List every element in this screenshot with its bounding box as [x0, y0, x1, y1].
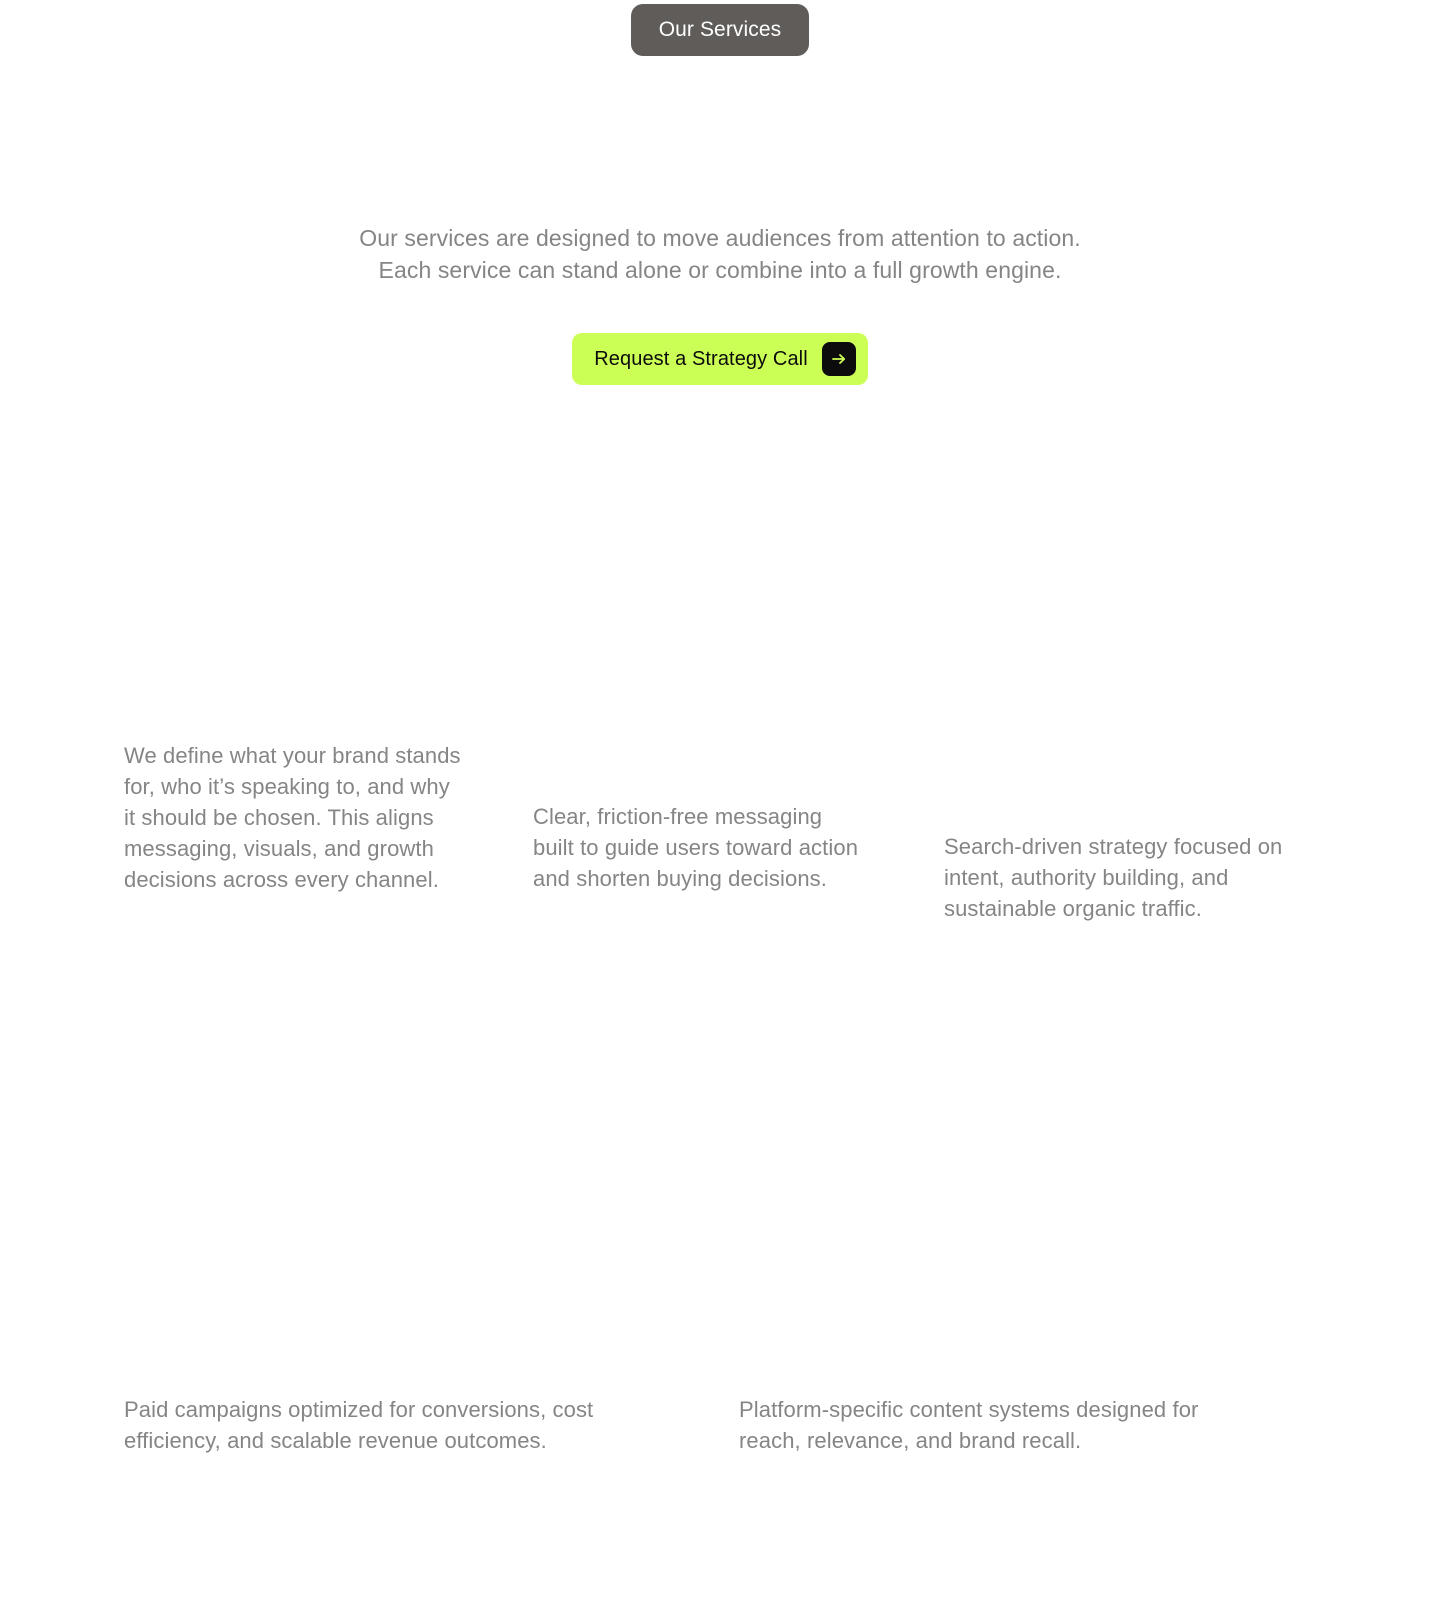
service-description: Paid campaigns optimized for conversions, cost efficiency, and scalable revenue outcomes. — [124, 1397, 594, 1453]
service-card-messaging[interactable] — [533, 801, 863, 894]
service-card-paid-media[interactable] — [124, 1394, 644, 1456]
service-description: Platform-specific content systems designed for reach, relevance, and brand recall. — [739, 1397, 1199, 1453]
service-card-brand[interactable] — [124, 740, 464, 895]
section-pill-our-services[interactable]: Our Services — [631, 4, 810, 56]
services-row-first — [0, 722, 1440, 942]
arrow-right-icon — [822, 342, 856, 376]
intro-line-1: Our services are designed to move audiences from attention to action. — [359, 225, 1081, 251]
services-row-second — [0, 1380, 1440, 1500]
service-description: Search-driven strategy focused on intent, authority building, and sustainable organic traffic. — [944, 834, 1283, 921]
service-card-social-content[interactable] — [739, 1394, 1259, 1456]
cta-container — [0, 333, 1440, 385]
cta-label: Request a Strategy Call — [594, 348, 808, 370]
request-strategy-call-button[interactable] — [572, 333, 868, 385]
service-description: We define what your brand stands for, who it’s speaking to, and why it should be chosen. This aligns messaging, visuals, and growth decisions across every channel. — [124, 743, 461, 892]
intro-paragraph — [0, 222, 1440, 286]
service-description: Clear, friction-free messaging built to guide users toward action and shorten buying decisions. — [533, 804, 859, 891]
section-header — [0, 0, 1440, 56]
service-card-seo[interactable] — [944, 831, 1284, 924]
intro-line-2: Each service can stand alone or combine into a full growth engine. — [378, 257, 1062, 283]
